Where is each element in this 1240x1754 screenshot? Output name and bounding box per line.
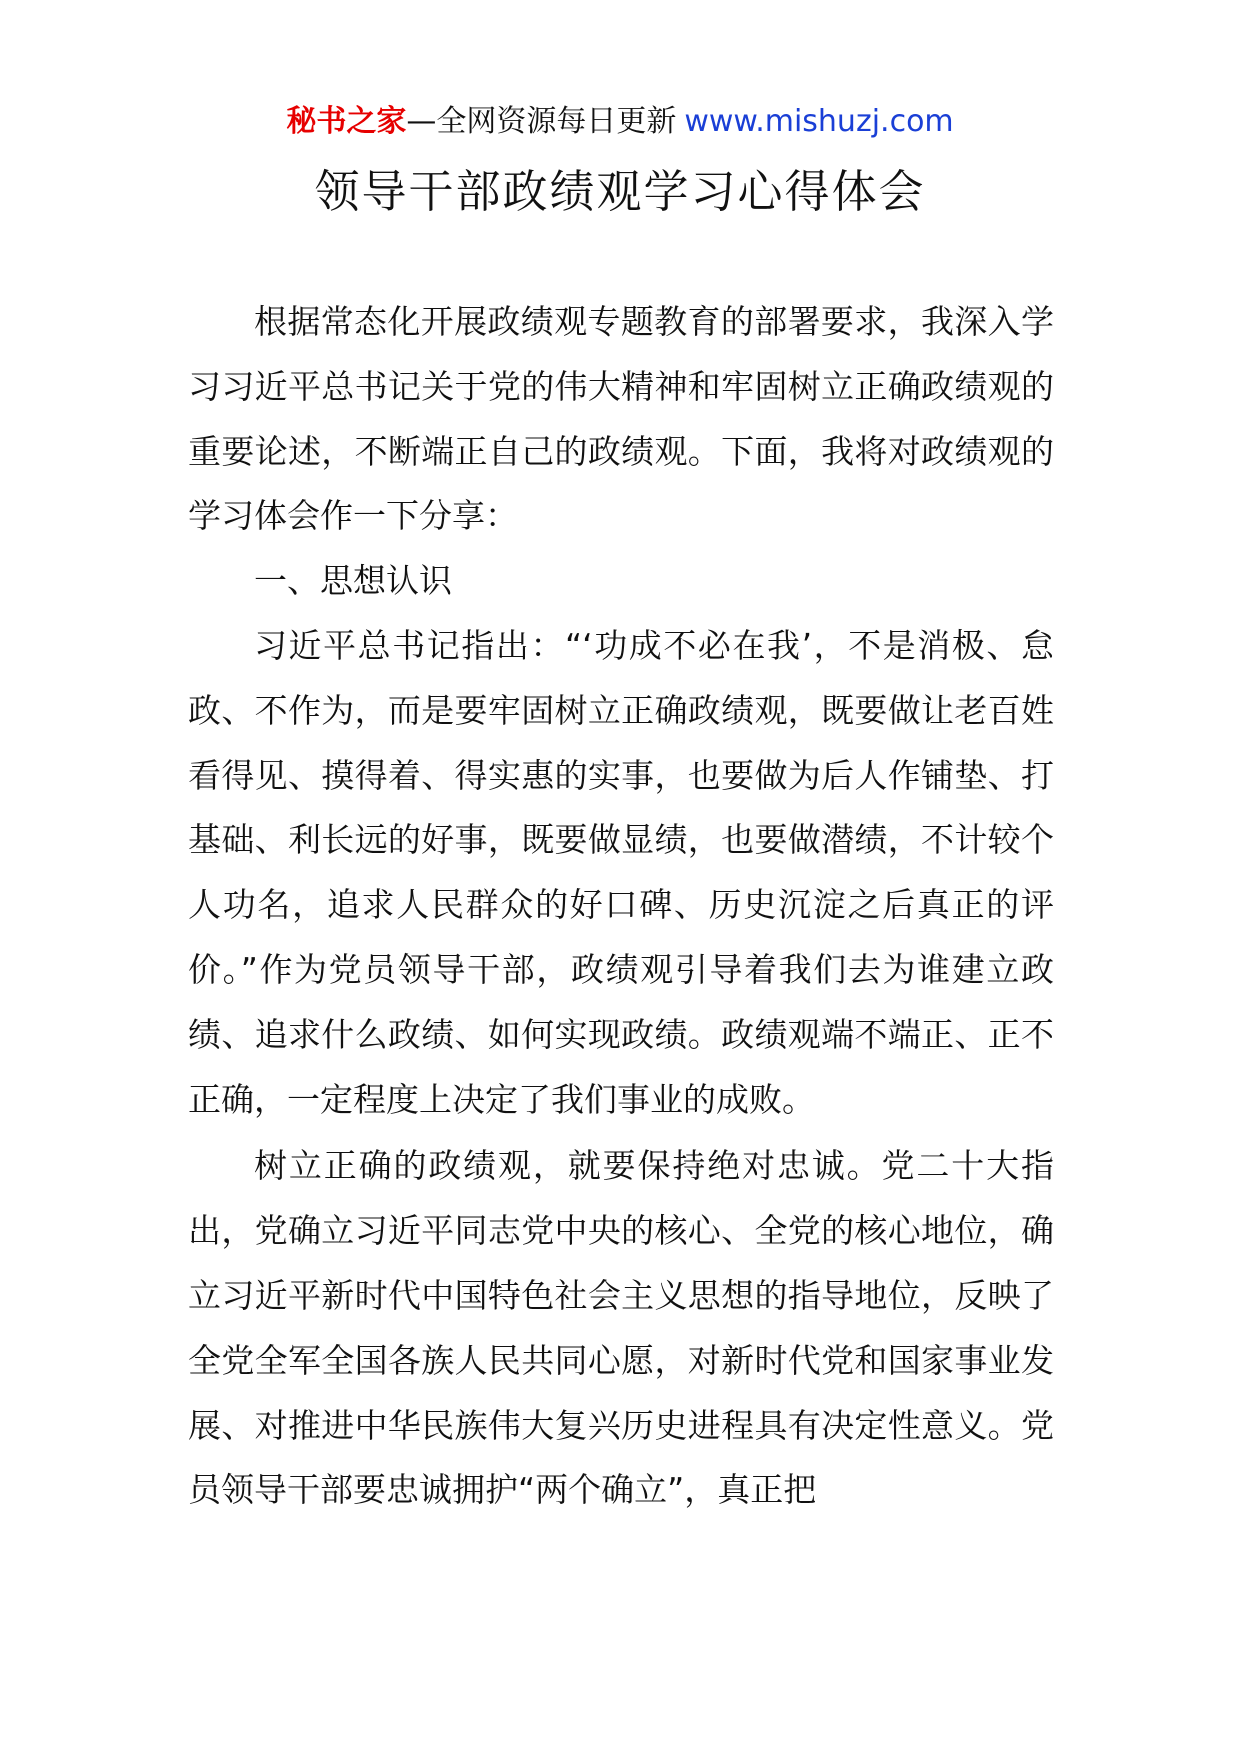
loyalty-paragraph: 树立正确的政绩观，就要保持绝对忠诚。党二十大指出，党确立习近平同志党中央的核心、全党的核心地位，确立习近平新时代中国特色社会主义思想的指导地位，反映了全党全军全国各族人民共同心愿，对新时代党和国家事业发展、对推进中华民族伟大复兴历史进程具有决定性意义。党员领导干部要忠诚拥护“两个确立”，真正把 xyxy=(188,1146,1054,1510)
document-body xyxy=(188,290,1054,1523)
site-banner xyxy=(0,102,1240,142)
brand-name: 秘书之家 xyxy=(286,104,407,139)
intro-paragraph: 根据常态化开展政绩观专题教育的部署要求，我深入学习习近平总书记关于党的伟大精神和牢固树立正确政绩观的重要论述，不断端正自己的政绩观。下面，我将对政绩观的学习体会作一下分享： xyxy=(188,302,1054,536)
section-heading: 一、思想认识 xyxy=(254,561,452,601)
site-url-link[interactable]: www.mishuzj.com xyxy=(684,104,954,139)
banner-slogan: —全网资源每日更新 xyxy=(406,104,677,139)
quote-paragraph: 习近平总书记指出：“‘功成不必在我’，不是消极、怠政、不作为，而是要牢固树立正确政绩观，既要做让老百姓看得见、摸得着、得实惠的实事，也要做为后人作铺垫、打基础、利长远的好事，既要做显绩，也要做潜绩，不计较个人功名，追求人民群众的好口碑、历史沉淀之后真正的评价。”作为党员领导干部，政绩观引导着我们去为谁建立政绩、追求什么政绩、如何实现政绩。政绩观端不端正、正不正确，一定程度上决定了我们事业的成败。 xyxy=(188,625,1054,1119)
document-title: 领导干部政绩观学习心得体会 xyxy=(314,165,926,218)
